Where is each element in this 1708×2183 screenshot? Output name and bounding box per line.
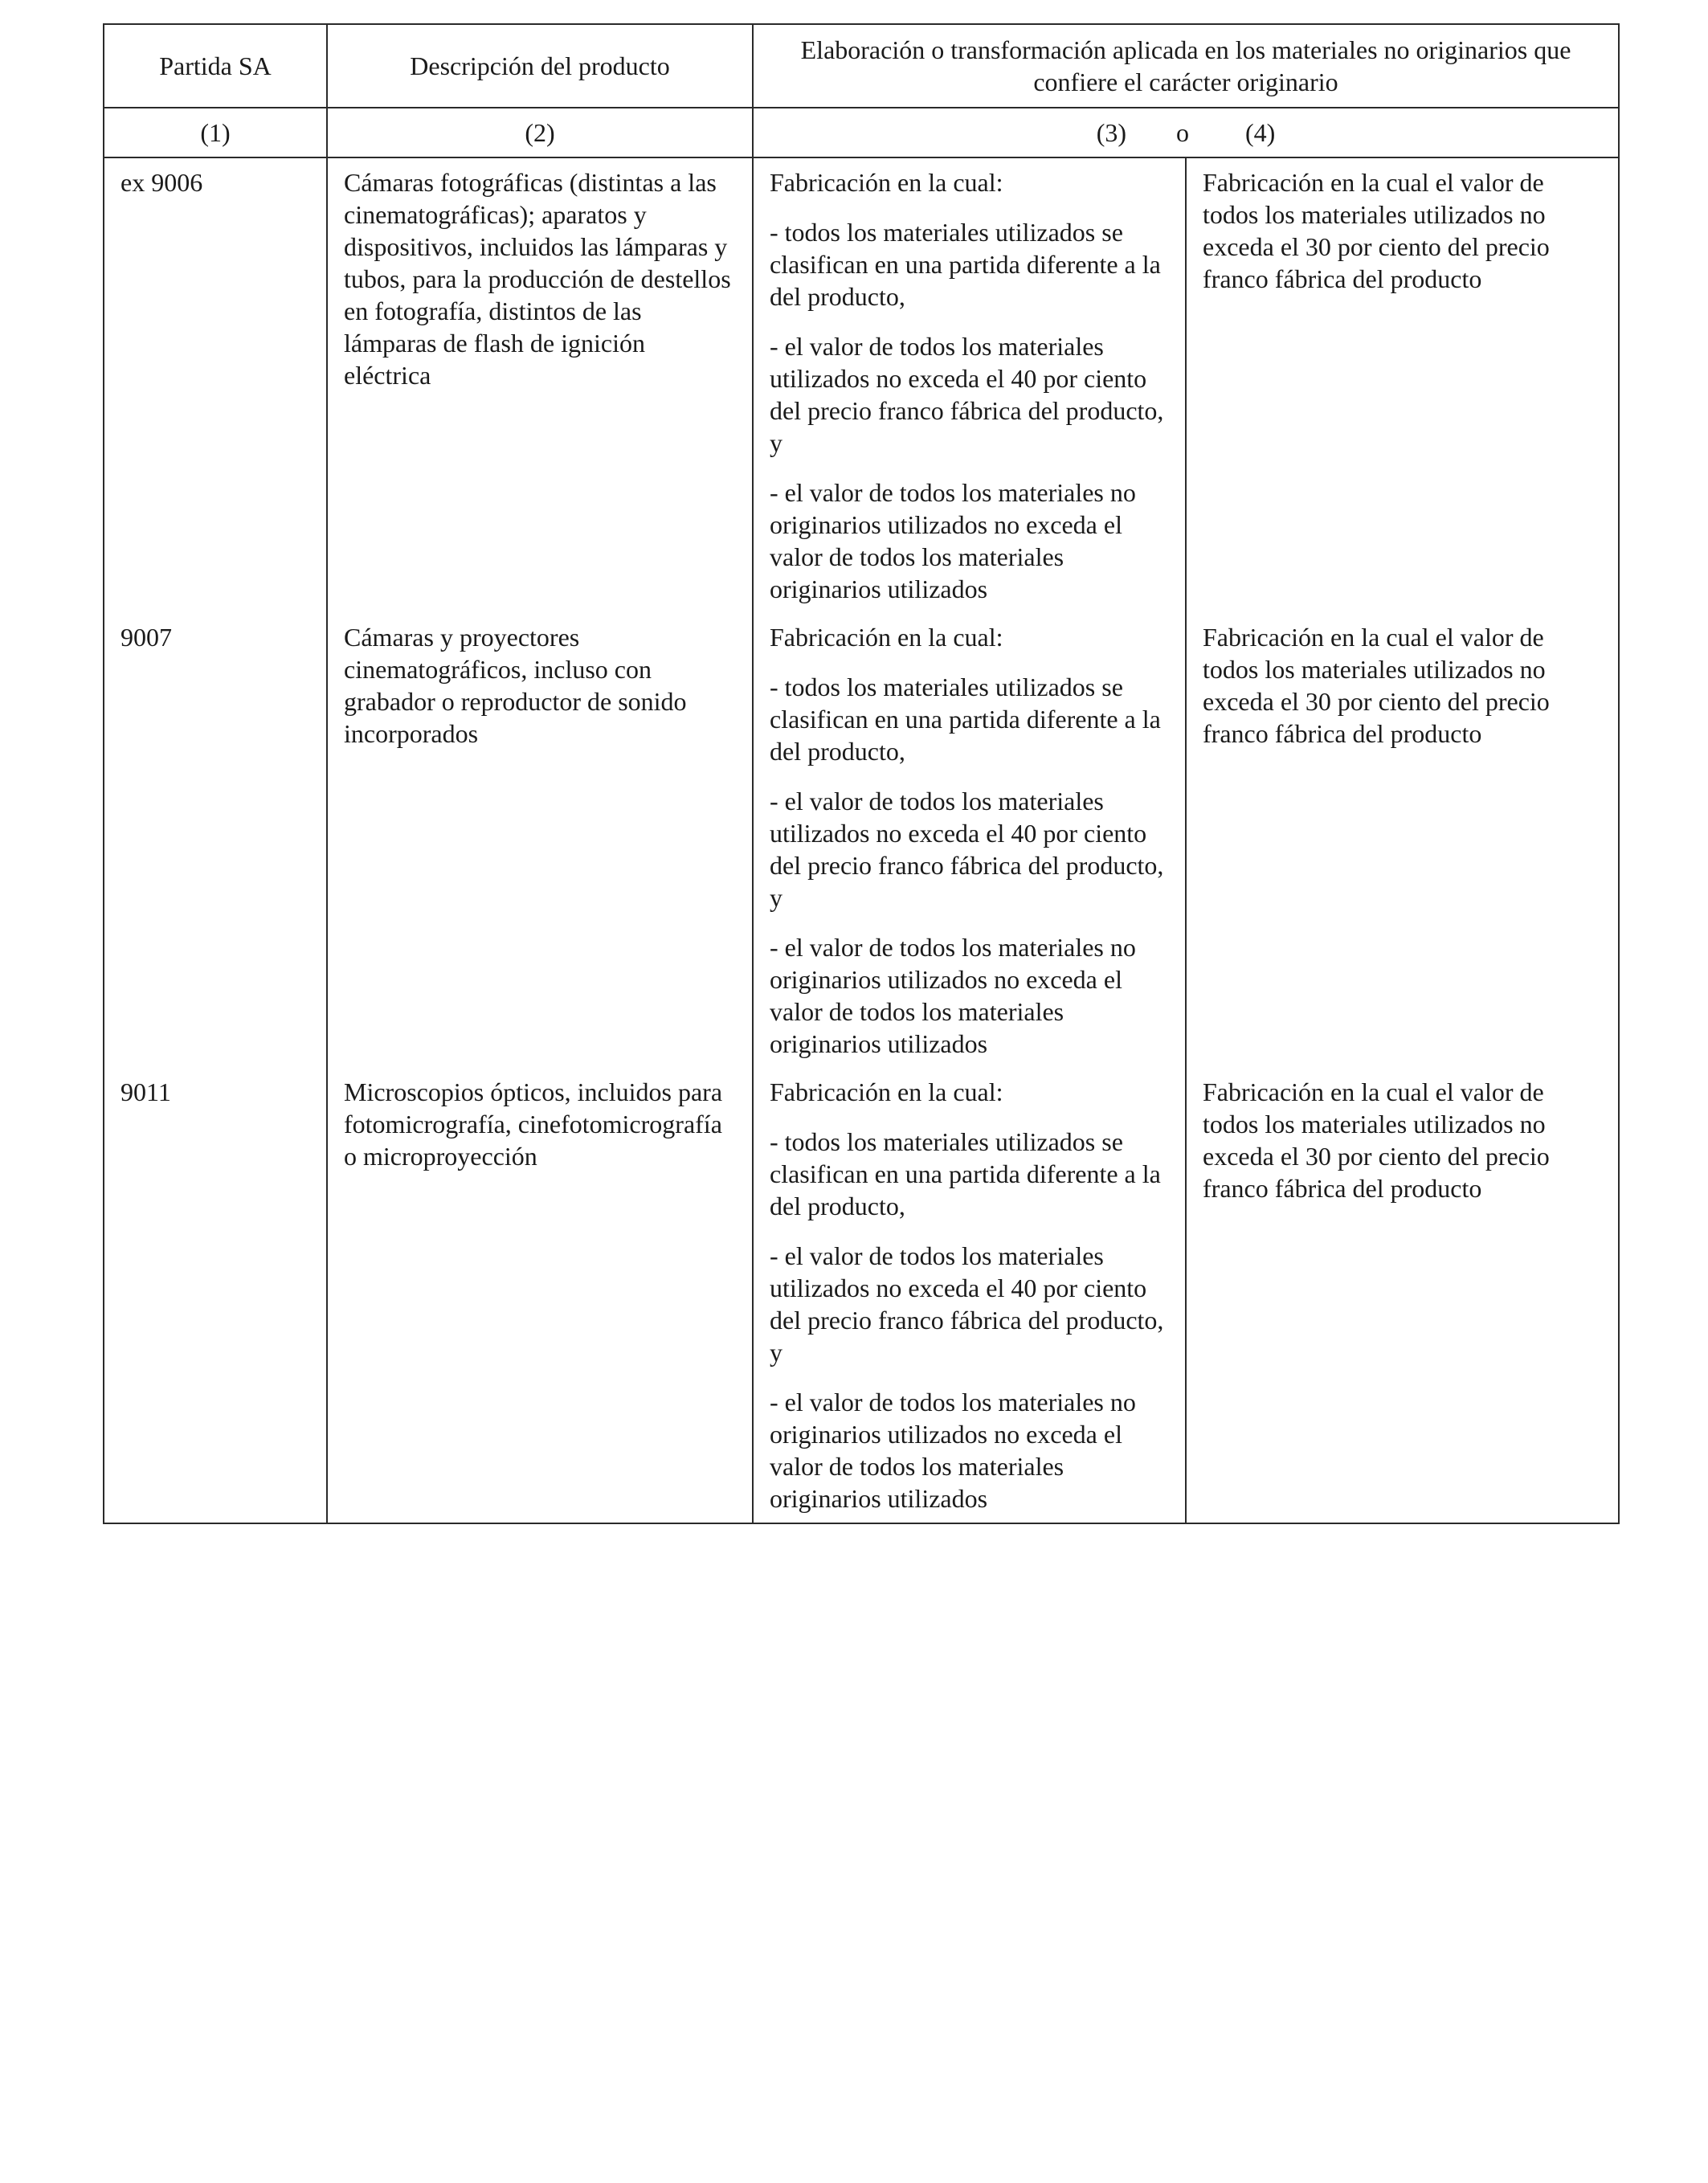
table-row [104, 613, 1619, 1068]
rule-condition: - todos los materiales utilizados se clasifican en una partida diferente a la del producto, [770, 218, 1161, 311]
rule-intro: Fabricación en la cual: [770, 623, 1003, 652]
column-number-4: (4) [1245, 118, 1276, 147]
hs-code-cell: 9007 [104, 613, 327, 1068]
rule-condition: - todos los materiales utilizados se clasifican en una partida diferente a la del producto, [770, 1127, 1161, 1220]
header-hs-heading: Partida SA [104, 24, 327, 108]
rule-column-4-cell: Fabricación en la cual el valor de todos los materiales utilizados no exceda el 30 por ciento del precio franco fábrica del producto [1186, 613, 1619, 1068]
rule-condition: - el valor de todos los materiales no originarios utilizados no exceda el valor de todos los materiales originarios utilizados [770, 478, 1136, 603]
rule-column-4-cell: Fabricación en la cual el valor de todos los materiales utilizados no exceda el 30 por ciento del precio franco fábrica del producto [1186, 1068, 1619, 1523]
rule-column-3-cell [753, 1068, 1186, 1523]
table-row [104, 157, 1619, 613]
column-or-separator: o [1176, 118, 1189, 147]
rule-column-3-cell [753, 157, 1186, 613]
rule-condition: - el valor de todos los materiales utilizados no exceda el 40 por ciento del precio franco fábrica del producto, y [770, 787, 1164, 912]
column-number-1: (1) [104, 108, 327, 157]
column-number-2: (2) [327, 108, 753, 157]
rule-condition: - el valor de todos los materiales utilizados no exceda el 40 por ciento del precio franco fábrica del producto, y [770, 332, 1164, 457]
product-description-cell: Microscopios ópticos, incluidos para fotomicrografía, cinefotomicrografía o microproyección [327, 1068, 753, 1523]
column-number-3-or-4 [753, 108, 1619, 157]
column-number-row [104, 108, 1619, 157]
column-number-3: (3) [1096, 118, 1126, 147]
product-description-cell: Cámaras y proyectores cinematográficos, incluso con grabador o reproductor de sonido incorporados [327, 613, 753, 1068]
rule-intro: Fabricación en la cual: [770, 1077, 1003, 1106]
origin-rules-table [103, 23, 1620, 1524]
table-row [104, 1068, 1619, 1523]
rule-column-4-cell: Fabricación en la cual el valor de todos los materiales utilizados no exceda el 30 por ciento del precio franco fábrica del producto [1186, 157, 1619, 613]
rule-column-3-cell [753, 613, 1186, 1068]
rule-condition: - el valor de todos los materiales no originarios utilizados no exceda el valor de todos los materiales originarios utilizados [770, 933, 1136, 1058]
header-working-processing: Elaboración o transformación aplicada en los materiales no originarios que confiere el carácter originario [753, 24, 1619, 108]
hs-code-cell: 9011 [104, 1068, 327, 1523]
rule-intro: Fabricación en la cual: [770, 168, 1003, 197]
rule-condition: - el valor de todos los materiales no originarios utilizados no exceda el valor de todos los materiales originarios utilizados [770, 1388, 1136, 1513]
table-header-row [104, 24, 1619, 108]
header-product-description: Descripción del producto [327, 24, 753, 108]
rule-condition: - todos los materiales utilizados se clasifican en una partida diferente a la del producto, [770, 672, 1161, 766]
hs-code-cell: ex 9006 [104, 157, 327, 613]
rule-condition: - el valor de todos los materiales utilizados no exceda el 40 por ciento del precio franco fábrica del producto, y [770, 1241, 1164, 1367]
product-description-cell: Cámaras fotográficas (distintas a las cinematográficas); aparatos y dispositivos, incluidos las lámparas y tubos, para la producción de destellos en fotografía, distintos de las lámparas de flash de ignición eléctrica [327, 157, 753, 613]
